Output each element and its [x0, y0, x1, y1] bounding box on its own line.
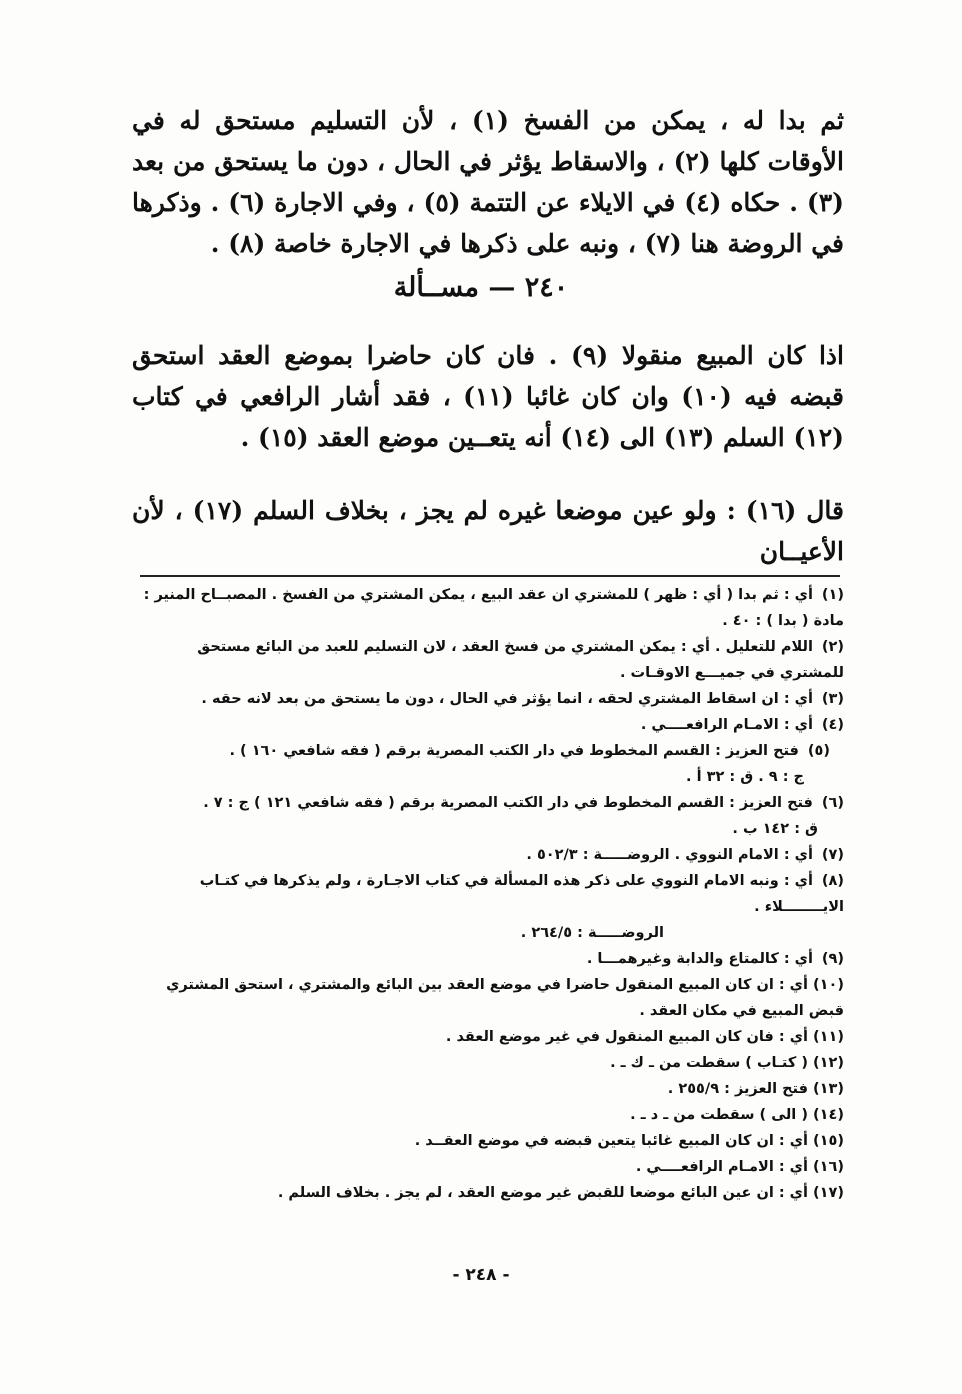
footnote-number: (٨) [821, 873, 844, 889]
footnote-number: (٩) [821, 951, 844, 967]
footnote-continuation: ق : ١٤٢ ب . [732, 821, 818, 837]
footnote-separator [140, 575, 840, 577]
footnote-number: (٥) [807, 743, 830, 759]
footnote-2 [132, 634, 844, 686]
page-number: - ٢٤٨ - [452, 1265, 510, 1285]
footnote-9 [132, 946, 844, 972]
footnote-text: أي : ونبه الامام النووي على ذكر هذه المسألة في كتاب الاجـارة ، ولم يذكرها في كتـاب الايــــــــلاء . [199, 873, 844, 915]
footnote-number: (١٢) [813, 1055, 844, 1071]
footnote-1 [132, 582, 844, 634]
footnote-8 [132, 868, 844, 946]
footnote-text: أي : كالمتاع والدابة وغيرهمـــا . [586, 951, 813, 967]
footnote-text: أي : ثم بدا ( أي : ظهر ) للمشتري ان عقد البيع ، يمكن المشتري من الفسخ . المصبــاح المنير : مادة ( بدا ) : ٤٠ . [143, 587, 844, 629]
footnote-4 [132, 712, 844, 738]
footnote-number: (١) [821, 587, 844, 603]
footnote-text: ( الى ) سقطت من ـ د ـ . [630, 1107, 808, 1123]
footnote-text: اللام للتعليل . أي : يمكن المشتري من فسخ العقد ، لان التسليم للعبد من البائع مستحق للمشتري في جميـــع الاوقـات . [197, 639, 844, 681]
section-heading: ٢٤٠ — مســألة [393, 272, 569, 303]
footnote-text: أي : الامـام الرافعــــي . [640, 717, 813, 733]
footnote-number: (٣) [821, 691, 844, 707]
footnote-number: (١٧) [813, 1185, 844, 1201]
footnote-text: أي : ان كان المبيع غائبا يتعين قبضه في موضع العقــد . [414, 1133, 808, 1149]
footnote-text: أي : ان اسقاط المشتري لحقه ، انما يؤثر في الحال ، دون ما يستحق من بعد لانه حقه . [201, 691, 813, 707]
footnote-continuation: الروضـــــة : ٢٦٤/٥ . [520, 925, 664, 941]
footnote-6 [132, 790, 844, 842]
footnote-text: فتح العزيز : القسم المخطوط في دار الكتب المصرية برقم ( فقه شافعي ١٢١ ) ج : ٧ . [203, 795, 813, 811]
footnote-continuation: ج : ٩ . ق : ٣٢ أ . [686, 769, 804, 785]
footnote-17 [132, 1180, 844, 1206]
footnote-number: (١٤) [813, 1107, 844, 1123]
footnote-text: أي : الامـام الرافعــــي . [635, 1159, 808, 1175]
footnote-12 [132, 1050, 844, 1076]
footnote-number: (٦) [821, 795, 844, 811]
body-paragraph-1: ثم بدا له ، يمكن من الفسخ (١) ، لأن التسليم مستحق له في الأوقات كلها (٢) ، والاسقاط يؤثر في الحال ، دون ما يستحق من بعد (٣) . حكاه (٤) في الايلاء عن التتمة (٥) ، وفي الاجارة (٦) . وذكرها في الروضة هنا (٧) ، ونبه على ذكرها في الاجارة خاصة (٨) . [132, 106, 845, 258]
footnote-text: ( كتـاب ) سقطت من ـ ك ـ . [610, 1055, 808, 1071]
footnote-number: (١٦) [813, 1159, 844, 1175]
footnote-3 [132, 686, 844, 712]
footnote-number: (١١) [813, 1029, 844, 1045]
footnote-number: (١٣) [813, 1081, 844, 1097]
footnote-text: فتح العزيز : ٢٥٥/٩ . [667, 1081, 808, 1097]
footnote-15 [132, 1128, 844, 1154]
footnote-7 [132, 842, 844, 868]
footnote-text: أي : ان عين البائع موضعا للقبض غير موضع العقد ، لم يجز . بخلاف السلم . [277, 1185, 808, 1201]
footnote-list [132, 582, 844, 1206]
footnote-text: أي : الامام النووي . الروضـــــة : ٥٠٢/٣ . [526, 847, 813, 863]
footnote-11 [132, 1024, 844, 1050]
footnote-number: (١٥) [813, 1133, 844, 1149]
footnote-5 [132, 738, 844, 790]
footnote-text: أي : فان كان المبيع المنقول في غير موضع العقد . [445, 1029, 808, 1045]
footnote-text: أي : ان كان المبيع المنقول حاضرا في موضع العقد بين البائع والمشتري ، استحق المشتري قبض المبيع في مكان العقد . [166, 977, 844, 1019]
body-paragraph-2: اذا كان المبيع منقولا (٩) . فان كان حاضرا بموضع العقد استحق قبضه فيه (١٠) وان كان غائبا (١١) ، فقد أشار الرافعي في كتاب (١٢) السلم (١٣) الى (١٤) أنه يتعــين موضع العقد (١٥) . [132, 341, 844, 452]
footnote-text: فتح العزيز : القسم المخطوط في دار الكتب المصرية برقم ( فقه شافعي ١٦٠ ) . [229, 743, 799, 759]
footnote-number: (٧) [821, 847, 844, 863]
footnote-10 [132, 972, 844, 1024]
footnote-number: (٢) [821, 639, 844, 655]
footnote-number: (٤) [821, 717, 844, 733]
footnote-14 [132, 1102, 844, 1128]
footnote-16 [132, 1154, 844, 1180]
body-paragraph-3: قال (١٦) : ولو عين موضعا غيره لم يجز ، بخلاف السلم (١٧) ، لأن الأعيــان [132, 496, 844, 566]
footnote-number: (١٠) [813, 977, 844, 993]
footnote-13 [132, 1076, 844, 1102]
